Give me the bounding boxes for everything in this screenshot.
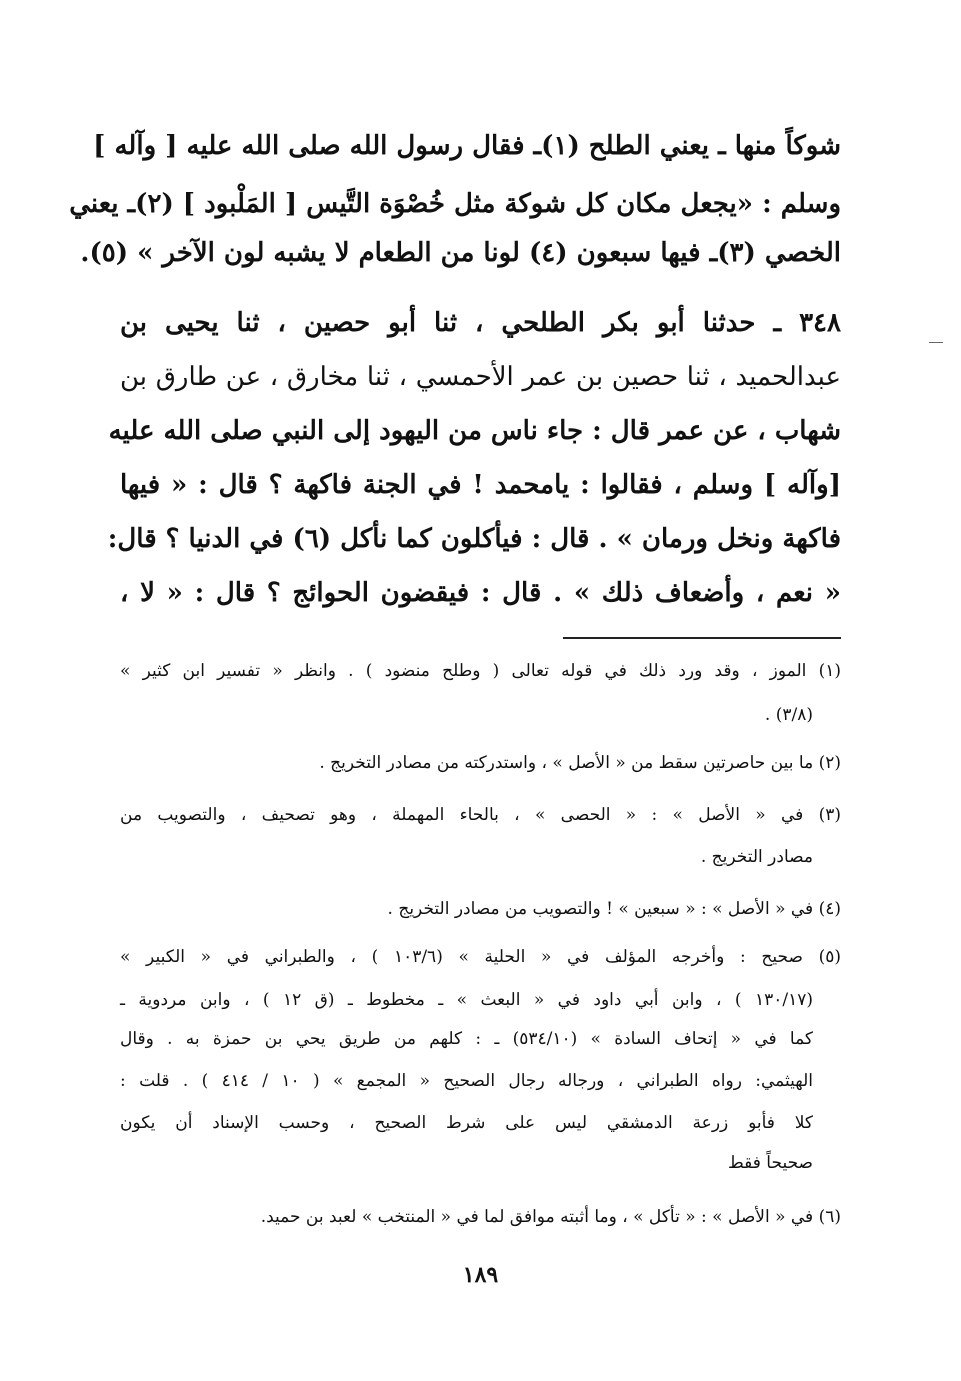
footnote-1-line-2: (٣/٨) .: [764, 705, 813, 725]
body-line-8: فاكهة ونخل ورمان » . قال : فيأكلون كما نأكل (٦) في الدنيا ؟ قال:: [107, 524, 841, 554]
body-line-6: شهاب ، عن عمر قال : جاء ناس من اليهود إلى النبي صلى الله عليه: [108, 416, 841, 446]
footnote-3-line-2: مصادر التخريج .: [700, 847, 813, 867]
body-line-3: الخصي (٣)ـ فيها سبعون (٤) لونا من الطعام لا يشبه لون الآخر » (٥).: [80, 238, 841, 268]
page-number: ١٨٩: [462, 1262, 499, 1288]
footnote-2: (٢) ما بين حاصرتين سقط من « الأصل » ، واستدركته من مصادر التخريج .: [319, 753, 841, 773]
footnote-6: (٦) في « الأصل » : « تأكل » ، وما أثبته موافق لما في « المنتخب » لعبد بن حميد.: [260, 1207, 841, 1227]
body-line-1: شوكاً منها ـ يعني الطلح (١)ـ فقال رسول الله صلى الله عليه [ وآله ]: [93, 131, 841, 161]
body-line-5: عبدالحميد ، ثنا حصين بن عمر الأحمسي ، ثنا مخارق ، عن طارق بن: [120, 362, 841, 392]
margin-mark: [929, 342, 943, 343]
footnote-4: (٤) في « الأصل » : « سبعين » ! والتصويب من مصادر التخريج .: [387, 899, 841, 919]
footnote-separator: [563, 637, 841, 639]
footnote-1-line-1: (١) الموز ، وقد ورد ذلك في قوله تعالى ( وطلح منضود ) . وانظر « تفسير ابن كثير »: [120, 661, 841, 681]
footnote-5-line-4: الهيثمي: رواه الطبراني ، ورجاله رجال الصحيح « المجمع » ( ١٠ / ٤١٤ ) . قلت :: [120, 1071, 813, 1091]
footnote-5-line-5: كلا فأبو زرعة الدمشقي ليس على شرط الصحيح ، وحسب الإسناد أن يكون: [120, 1113, 813, 1133]
footnote-5-line-6: صحيحاً فقط: [728, 1153, 813, 1173]
body-line-4: ٣٤٨ ـ حدثنا أبو بكر الطلحي ، ثنا أبو حصين ، ثنا يحيى بن: [120, 308, 841, 338]
footnote-5-line-2: (١٣٠/١٧ ) ، وابن أبي داود في « البعث » ـ مخطوط ـ (ق ١٢ ) ، وابن مردوية ـ: [120, 990, 813, 1010]
footnote-5-line-3: كما في « إتحاف السادة » (٥٣٤/١٠) ـ : كلهم من طريق يحي بن حمزة به . وقال: [120, 1029, 813, 1049]
footnote-3-line-1: (٣) في « الأصل » : « الحصى » ، بالحاء المهملة ، وهو تصحيف ، والتصويب من: [120, 805, 841, 825]
footnote-5-line-1: (٥) صحيح : وأخرجه المؤلف في « الحلية » (١٠٣/٦ ) ، والطبراني في « الكبير »: [120, 947, 841, 967]
body-line-7: [وآله ] وسلم ، فقالوا : يامحمد ! في الجنة فاكهة ؟ قال : « فيها: [120, 470, 841, 500]
body-line-2: وسلم : «يجعل مكان كل شوكة مثل خُصْوَة التَّيس [ المَلْبود ] (٢)ـ يعني: [69, 189, 841, 219]
body-line-9: « نعم ، وأضعاف ذلك » . قال : فيقضون الحوائج ؟ قال : « لا ،: [120, 578, 841, 608]
